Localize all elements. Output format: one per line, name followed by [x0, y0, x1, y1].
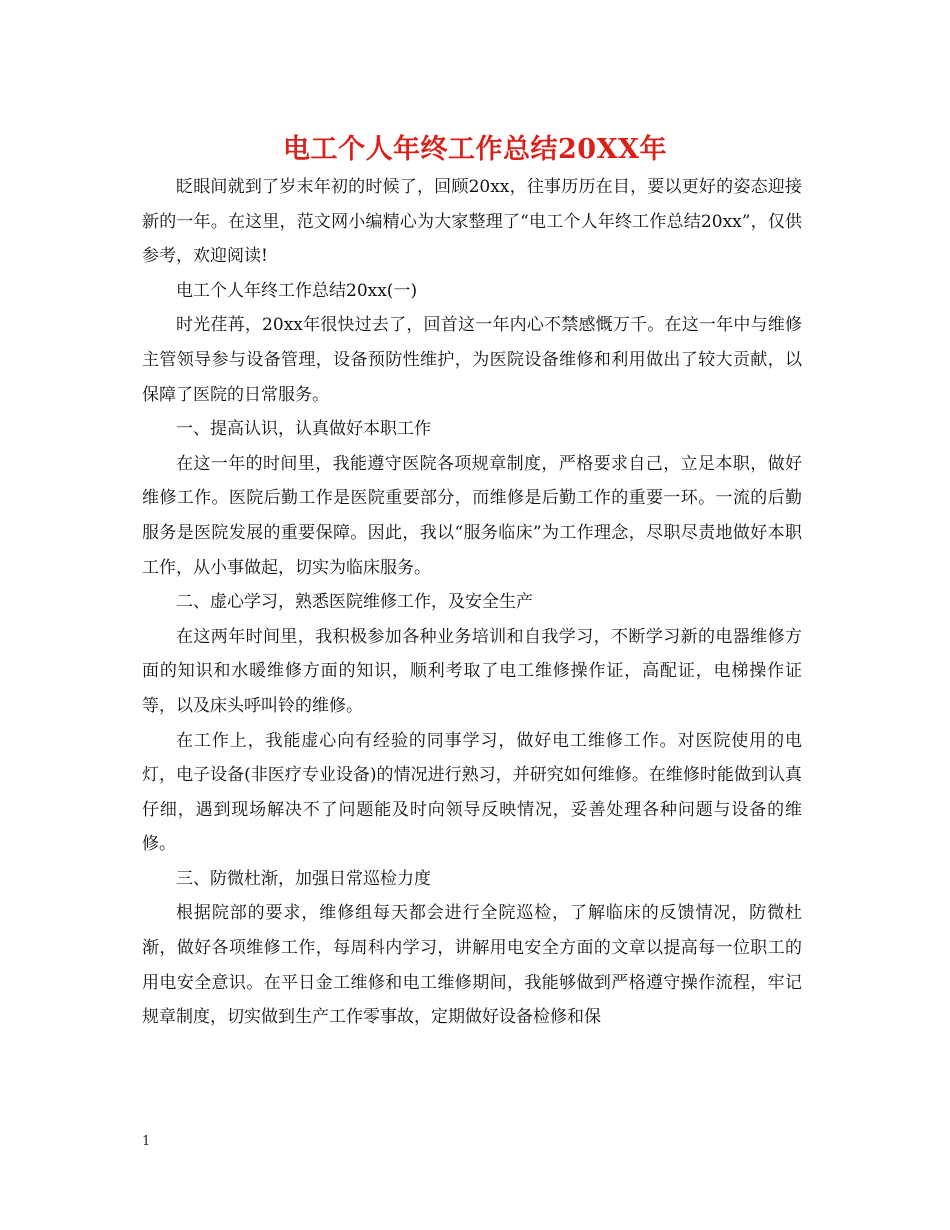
paragraph: 在工作上，我能虚心向有经验的同事学习，做好电工维修工作。对医院使用的电灯，电子设备(非医疗专业设备)的情况进行熟习，并研究如何维修。在维修时能做到认真仔细，遇到现场解决不了问题能及时向领导反映情况，妥善处理各种问题与设备的维修。 [142, 730, 802, 855]
section-heading: 一、提高认识，认真做好本职工作 [176, 419, 431, 440]
section-heading-part-one: 电工个人年终工作总结20xx(一) [176, 280, 418, 301]
document-body [142, 170, 802, 1035]
section-heading: 二、虚心学习，熟悉医院维修工作，及安全生产 [176, 592, 533, 613]
document-title: 电工个人年终工作总结20XX年 [283, 134, 667, 165]
page-number: 1 [142, 1134, 151, 1149]
paragraph: 根据院部的要求，维修组每天都会进行全院巡检，了解临床的反馈情况，防微杜渐，做好各项维修工作，每周科内学习，讲解用电安全方面的文章以提高每一位职工的用电安全意识。在平日金工维修和电工维修期间，我能够做到严格遵守操作流程，牢记规章制度，切实做到生产工作零事故，定期做好设备检修和保 [142, 903, 802, 1028]
paragraph: 在这两年时间里，我积极参加各种业务培训和自我学习，不断学习新的电器维修方面的知识和水暖维修方面的知识，顺利考取了电工维修操作证，高配证，电梯操作证等，以及床头呼叫铃的维修。 [142, 626, 802, 716]
paragraph: 时光荏苒，20xx年很快过去了，回首这一年内心不禁感慨万千。在这一年中与维修主管领导参与设备管理，设备预防性维护，为医院设备维修和利用做出了较大贡献，以保障了医院的日常服务。 [142, 315, 802, 405]
section-heading: 三、防微杜渐，加强日常巡检力度 [176, 868, 431, 889]
paragraph: 在这一年的时间里，我能遵守医院各项规章制度，严格要求自己，立足本职，做好维修工作。医院后勤工作是医院重要部分，而维修是后勤工作的重要一环。一流的后勤服务是医院发展的重要保障。因此，我以“服务临床”为工作理念，尽职尽责地做好本职工作，从小事做起，切实为临床服务。 [142, 453, 802, 578]
paragraph-intro: 眨眼间就到了岁末年初的时候了，回顾20xx，往事历历在目，要以更好的姿态迎接新的一年。在这里，范文网小编精心为大家整理了“电工个人年终工作总结20xx”，仅供参考，欢迎阅读! [142, 177, 802, 267]
